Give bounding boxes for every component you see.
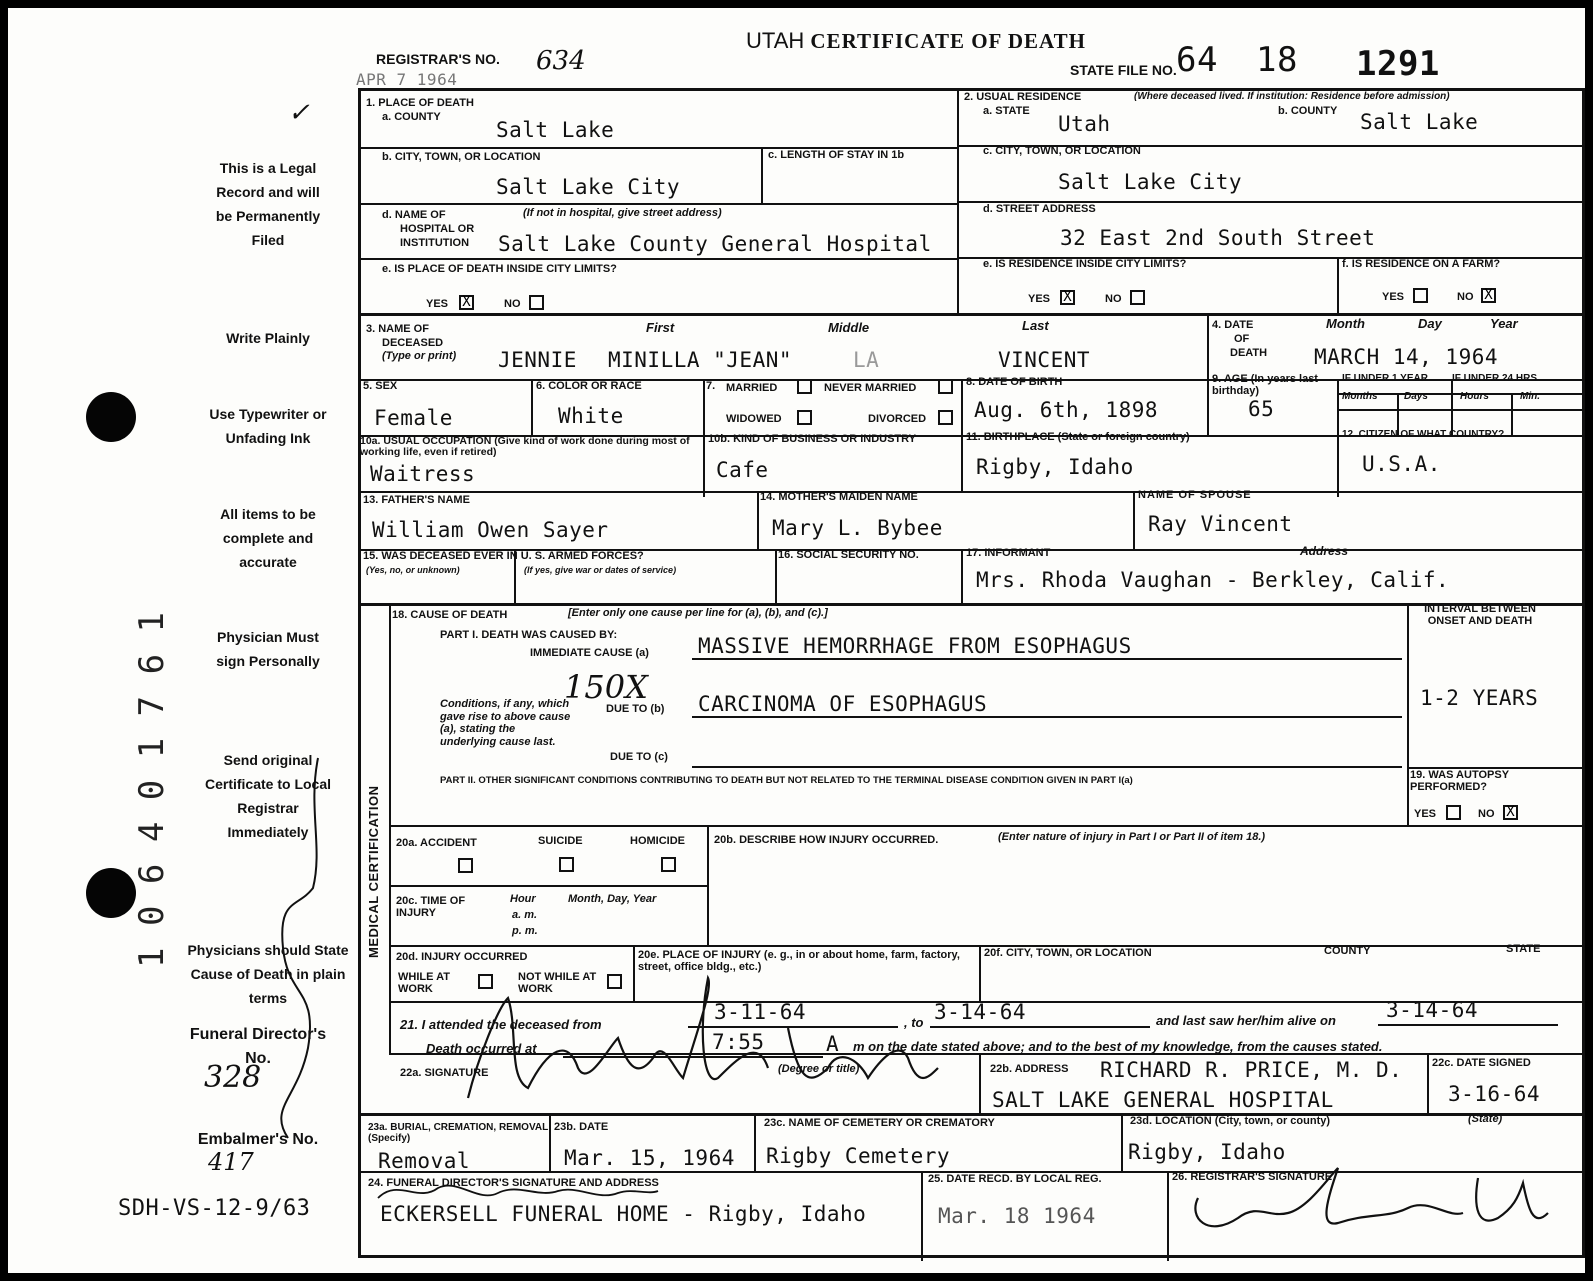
year-label: Year (1490, 316, 1518, 331)
farm-yes-checkbox[interactable] (1413, 288, 1428, 303)
title-utah: UTAH (746, 28, 805, 53)
last-saw-date: 3-14-64 (1386, 998, 1479, 1022)
attended-to-line (930, 1026, 1150, 1028)
birthplace-label: 11. BIRTHPLACE (State or foreign country) (966, 431, 1190, 443)
part1-label: PART I. DEATH WAS CAUSED BY: (440, 629, 618, 641)
divider (633, 945, 635, 1001)
divider (757, 491, 759, 549)
date-received-label: 25. DATE RECD. BY LOCAL REG. (928, 1173, 1102, 1185)
divider (389, 825, 1585, 827)
length-stay-label: c. LENGTH OF STAY IN 1b (768, 149, 905, 161)
punch-hole-top (86, 392, 136, 442)
death-occurred-label: Death occurred at (426, 1041, 537, 1056)
day-label: Day (1418, 316, 1442, 331)
name-label-2: DECEASED (382, 337, 444, 349)
birth-label: 8. DATE OF BIRTH (966, 376, 1063, 388)
name-label-1: 3. NAME OF (366, 323, 429, 335)
part2-label: PART II. OTHER SIGNIFICANT CONDITIONS CONTRIBUTING TO DEATH BUT NOT RELATED TO THE TERMINAL DISEASE CONDITION GIVEN IN PART I(a) (440, 775, 1133, 786)
divider (361, 491, 1585, 493)
form-code: SDH-VS-12-9/63 (118, 1196, 311, 1221)
divider (703, 379, 705, 497)
death-county-label: a. COUNTY (382, 111, 441, 123)
date-of-death: MARCH 14, 1964 (1314, 345, 1499, 369)
autopsy-yes-label: YES (1414, 808, 1437, 820)
burial-location: Rigby, Idaho (1128, 1140, 1286, 1164)
widowed-checkbox[interactable] (797, 410, 812, 425)
divider (1337, 257, 1339, 313)
registrar-label: REGISTRAR'S NO. (376, 51, 500, 67)
month-label: Month (1326, 316, 1365, 331)
place-injury-label: 20e. PLACE OF INJURY (e. g., in or about home, farm, factory, street, office bldg., etc.) (638, 949, 960, 973)
last-saw-label: and last saw her/him alive on (1156, 1013, 1336, 1028)
accident-label: 20a. ACCIDENT (396, 837, 477, 849)
state-file-b: 18 (1256, 40, 1298, 80)
res-state-label: a. STATE (983, 105, 1030, 117)
under-24-hrs: IF UNDER 24 HRS. (1452, 373, 1540, 384)
divider (1121, 1113, 1123, 1171)
date-signed: 3-16-64 (1448, 1082, 1541, 1106)
res-county-label: b. COUNTY (1278, 105, 1338, 117)
immediate-cause: MASSIVE HEMORRHAGE FROM ESOPHAGUS (698, 634, 1132, 658)
informant-label: 17. INFORMANT (966, 547, 1051, 559)
immediate-cause-line (692, 658, 1402, 660)
due-to-b-label: DUE TO (b) (606, 703, 665, 715)
write-plainly-note: Write Plainly (226, 330, 310, 346)
while-at-work-label: WHILE AT WORK (398, 971, 450, 995)
all-items-note: All items to be complete and accurate (220, 506, 316, 570)
res-state: Utah (1058, 112, 1111, 136)
registrar-number: 634 (536, 46, 586, 76)
death-time-line (563, 1056, 823, 1058)
date-death-label-3: DEATH (1230, 347, 1268, 359)
birth-date: Aug. 6th, 1898 (974, 398, 1159, 422)
informant: Mrs. Rhoda Vaughan - Berkley, Calif. (976, 568, 1450, 592)
state-file-c: 1291 (1356, 44, 1440, 84)
homicide-label: HOMICIDE (630, 835, 685, 847)
citizen: U.S.A. (1362, 452, 1441, 476)
last-name: VINCENT (998, 348, 1091, 372)
address-label: Address (1300, 544, 1349, 558)
spouse-label: NAME OF SPOUSE (1138, 489, 1252, 501)
divider (1167, 1171, 1169, 1261)
birthplace: Rigby, Idaho (976, 455, 1134, 479)
res-inside-city-label: e. IS RESIDENCE INSIDE CITY LIMITS? (983, 258, 1187, 270)
hospital-label-1: d. NAME OF (382, 209, 446, 221)
divider (361, 203, 957, 205)
cause-label: 18. CAUSE OF DEATH (392, 609, 508, 621)
age: 65 (1248, 397, 1275, 421)
burial-date-label: 23b. DATE (554, 1121, 609, 1133)
spouse: Ray Vincent (1148, 512, 1293, 536)
due-to-c-label: DUE TO (c) (610, 751, 668, 763)
divider (707, 825, 709, 945)
farm-label: f. IS RESIDENCE ON A FARM? (1342, 258, 1501, 270)
armed-forces-label: 15. WAS DECEASED EVER IN U. S. ARMED FORCES? (363, 550, 644, 562)
under-1-year: IF UNDER 1 YEAR (1342, 373, 1428, 384)
injury-county-label: COUNTY (1324, 945, 1371, 957)
suicide-label: SUICIDE (538, 835, 583, 847)
farm-yes-label: YES (1382, 291, 1405, 303)
vertical-certificate-number: 1 0 6 4 0 1 7 6 1 (132, 611, 172, 968)
res-inside-no-checkbox[interactable] (1130, 290, 1145, 305)
hospital-label-2: HOSPITAL OR (400, 223, 475, 235)
homicide-checkbox[interactable] (661, 857, 676, 872)
burial-state-label: (State) (1468, 1113, 1503, 1125)
how-injury-label: 20b. DESCRIBE HOW INJURY OCCURRED. (714, 834, 939, 846)
never-married-label: NEVER MARRIED (824, 382, 917, 394)
burial-value: Removal (378, 1149, 471, 1173)
attended-label: 21. I attended the deceased from (400, 1017, 602, 1032)
armed-note-2: (If yes, give war or dates of service) (524, 565, 677, 575)
res-city-label: c. CITY, TOWN, OR LOCATION (983, 145, 1141, 157)
months-label: Months (1342, 391, 1378, 402)
time-injury-label: 20c. TIME OF INJURY (396, 895, 466, 919)
physician-name: RICHARD R. PRICE, M. D. (1100, 1058, 1403, 1082)
divider (389, 603, 391, 1053)
certificate-title (746, 28, 1086, 54)
mdy-label: Month, Day, Year (568, 893, 657, 905)
interval-label: INTERVAL BETWEEN ONSET AND DEATH (1424, 603, 1536, 627)
married-label: MARRIED (726, 382, 778, 394)
res-street-label: d. STREET ADDRESS (983, 203, 1096, 215)
cemetery-label: 23c. NAME OF CEMETERY OR CREMATORY (764, 1117, 995, 1129)
residence-label: 2. USUAL RESIDENCE (964, 91, 1082, 103)
divider (361, 603, 1585, 606)
name-label-3: (Type or print) (382, 350, 457, 362)
autopsy-no-label: NO (1478, 808, 1495, 820)
divider (1511, 393, 1513, 435)
divorced-label: DIVORCED (868, 413, 927, 425)
autopsy-label: 19. WAS AUTOPSY PERFORMED? (1410, 769, 1509, 793)
death-county: Salt Lake (496, 118, 615, 142)
autopsy-no-checkbox[interactable]: X (1503, 805, 1518, 820)
autopsy-yes-checkbox[interactable] (1446, 805, 1461, 820)
date-death-label-2: OF (1234, 333, 1250, 345)
date-received: Mar. 18 1964 (938, 1204, 1096, 1228)
sig-address-label: 22b. ADDRESS (990, 1063, 1069, 1075)
death-time-text: m on the date stated above; and to the best of my knowledge, from the causes stated. (853, 1039, 1383, 1054)
interval: 1-2 YEARS (1420, 686, 1539, 710)
middle-name-strike: LA (853, 348, 880, 372)
sex-label: 5. SEX (363, 380, 398, 392)
attended-from-line (688, 1026, 898, 1028)
am-label: a. m. (512, 909, 538, 921)
physicians-state-note: Physicians should State Cause of Death in plain terms (187, 942, 349, 1006)
pm-label: p. m. (512, 925, 538, 937)
divider (531, 379, 533, 435)
certificate-page (8, 8, 1585, 1273)
first-name: JENNIE (498, 348, 577, 372)
hour-label: Hour (510, 893, 536, 905)
middle-label: Middle (828, 320, 870, 335)
business-label: 10b. KIND OF BUSINESS OR INDUSTRY (708, 433, 917, 445)
hospital-note: (If not in hospital, give street address) (523, 207, 722, 219)
while-at-work-checkbox[interactable] (478, 974, 493, 989)
occupation-label: 10a. USUAL OCCUPATION (Give kind of work done during most of working life, even if retired) (360, 435, 690, 459)
divider (1337, 379, 1339, 497)
residence-note: (Where deceased lived. If institution: Residence before admission) (1134, 91, 1450, 102)
degree-label: (Degree or title) (778, 1063, 860, 1075)
burial-location-label: 23d. LOCATION (City, town, or county) (1130, 1115, 1331, 1127)
hospital-label-3: INSTITUTION (400, 237, 470, 249)
last-label: Last (1022, 318, 1049, 333)
death-no-label: NO (504, 298, 521, 310)
embalmer-number: 417 (208, 1148, 254, 1176)
funeral-director-sig-label: 24. FUNERAL DIRECTOR'S SIGNATURE AND ADDRESS (368, 1177, 659, 1189)
attended-from: 3-11-64 (714, 1000, 807, 1024)
hours-label: Hours (1460, 391, 1489, 402)
to-label: , to (904, 1015, 924, 1030)
ssn-label: 16. SOCIAL SECURITY NO. (778, 549, 919, 561)
min-label: Min. (1520, 391, 1540, 402)
first-label: First (646, 320, 675, 335)
hospital-name: Salt Lake County General Hospital (498, 232, 932, 256)
not-while-checkbox[interactable] (607, 974, 622, 989)
physician-sign-note: Physician Must sign Personally (216, 629, 320, 669)
divider (921, 1171, 923, 1261)
conditions-note: Conditions, if any, which gave rise to above cause (a), stating the underlying cause last. (440, 698, 571, 748)
divider (961, 549, 963, 603)
burial-date: Mar. 15, 1964 (564, 1146, 735, 1170)
age-label: 9. AGE (In years last birthday) (1212, 373, 1318, 397)
business: Cafe (716, 458, 769, 482)
send-original-note: Send original Certificate to Local Registrar Immediately (204, 752, 332, 840)
legal-record-note: This is a Legal Record and will be Permanently Filed (215, 160, 321, 248)
widowed-label: WIDOWED (726, 413, 782, 425)
divider (1337, 409, 1585, 411)
death-inside-yes-checkbox[interactable]: X (459, 295, 474, 310)
cause-code: 150X (564, 668, 648, 706)
occupation: Waitress (370, 462, 476, 486)
injury-occurred-label: 20d. INJURY OCCURRED (396, 951, 528, 963)
date-signed-label: 22c. DATE SIGNED (1432, 1057, 1531, 1069)
divider (961, 435, 963, 491)
divider (1207, 313, 1209, 379)
farm-no-label: NO (1457, 291, 1474, 303)
registrar-signature-label: 26. REGISTRAR'S SIGNATURE (1172, 1171, 1333, 1183)
state-file-a: 64 (1176, 40, 1218, 80)
divider (361, 313, 1585, 316)
married-checkbox[interactable] (797, 379, 812, 394)
date-death-label-1: 4. DATE (1212, 319, 1254, 331)
armed-note-1: (Yes, no, or unknown) (366, 565, 460, 575)
death-time: 7:55 (712, 1030, 765, 1054)
race-label: 6. COLOR OR RACE (536, 380, 642, 392)
divider (1207, 379, 1209, 435)
days-label: Days (1404, 391, 1428, 402)
funeral-director-label: Funeral Director's No. (189, 1026, 327, 1067)
death-time-am: A (826, 1032, 840, 1056)
attended-to: 3-14-64 (934, 1000, 1027, 1024)
father-label: 13. FATHER'S NAME (363, 494, 470, 506)
injury-state-label: STATE (1506, 943, 1541, 955)
death-city-label: b. CITY, TOWN, OR LOCATION (382, 151, 541, 163)
middle-name: MINILLA "JEAN" (608, 348, 793, 372)
physician-hospital: SALT LAKE GENERAL HOSPITAL (992, 1088, 1334, 1112)
punch-hole-bottom (86, 868, 136, 918)
place-of-death-label: 1. PLACE OF DEATH (366, 97, 474, 109)
divider (1407, 603, 1409, 825)
last-saw-line (1378, 1024, 1558, 1026)
father: William Owen Sayer (372, 518, 609, 542)
divider (1427, 1053, 1429, 1113)
use-typewriter-note: Use Typewriter or Unfading Ink (209, 406, 327, 446)
cause-b-line (692, 716, 1402, 718)
cause-b: CARCINOMA OF ESOPHAGUS (698, 692, 988, 716)
res-inside-yes-checkbox[interactable]: X (1060, 290, 1075, 305)
state-file-label: STATE FILE NO. (1070, 62, 1177, 78)
how-injury-note: (Enter nature of injury in Part I or Part II of item 18.) (998, 831, 1266, 843)
divider (979, 1053, 981, 1113)
res-county: Salt Lake (1360, 110, 1479, 134)
divider (361, 1113, 1585, 1116)
death-yes-label: YES (426, 298, 449, 310)
accident-checkbox[interactable] (458, 858, 473, 873)
res-city: Salt Lake City (1058, 170, 1243, 194)
received-stamp: APR 7 1964 (356, 70, 458, 89)
marital-seven-label: 7. (706, 380, 716, 392)
immediate-cause-label: IMMEDIATE CAUSE (a) (530, 647, 649, 659)
death-inside-no-checkbox[interactable] (529, 295, 544, 310)
res-no-label: NO (1105, 293, 1122, 305)
citizen-label: 12. CITIZEN OF WHAT COUNTRY? (1342, 429, 1505, 440)
embalmer-label: Embalmer's No. (197, 1131, 319, 1148)
death-city: Salt Lake City (496, 175, 681, 199)
suicide-checkbox[interactable] (559, 857, 574, 872)
injury-city-label: 20f. CITY, TOWN, OR LOCATION (984, 947, 1152, 959)
divider (549, 1113, 551, 1171)
divider (961, 379, 963, 435)
medical-certification-label: MEDICAL CERTIFICATION (366, 785, 381, 958)
cause-note: [Enter only one cause per line for (a), (b), and (c).] (568, 607, 828, 619)
title-main: CERTIFICATE OF DEATH (810, 29, 1086, 53)
funeral-director-number: 328 (204, 1060, 262, 1095)
never-married-checkbox[interactable] (938, 379, 953, 394)
left-margin-signature (198, 748, 358, 1148)
check-mark-icon: ✓ (288, 98, 310, 128)
death-inside-city-label: e. IS PLACE OF DEATH INSIDE CITY LIMITS? (382, 263, 617, 275)
not-while-label: NOT WHILE AT WORK (518, 971, 597, 995)
burial-label: 23a. BURIAL, CREMATION, REMOVAL (Specify) (368, 1122, 549, 1144)
sex: Female (374, 406, 453, 430)
divorced-checkbox[interactable] (938, 410, 953, 425)
divider (1133, 491, 1135, 549)
res-street: 32 East 2nd South Street (1060, 226, 1376, 250)
race: White (558, 404, 624, 428)
divider (761, 147, 763, 203)
divider (775, 549, 777, 603)
farm-no-checkbox[interactable]: X (1481, 288, 1496, 303)
cause-c-line (692, 766, 1402, 768)
res-yes-label: YES (1028, 293, 1051, 305)
divider (389, 885, 707, 887)
cemetery: Rigby Cemetery (766, 1144, 951, 1168)
signature-label: 22a. SIGNATURE (400, 1067, 489, 1079)
divider (1451, 379, 1453, 435)
divider (361, 258, 957, 260)
funeral-home: ECKERSELL FUNERAL HOME - Rigby, Idaho (380, 1202, 867, 1226)
divider (979, 945, 981, 1001)
mother-label: 14. MOTHER'S MAIDEN NAME (760, 491, 918, 503)
mother: Mary L. Bybee (772, 516, 943, 540)
divider (754, 1113, 756, 1171)
